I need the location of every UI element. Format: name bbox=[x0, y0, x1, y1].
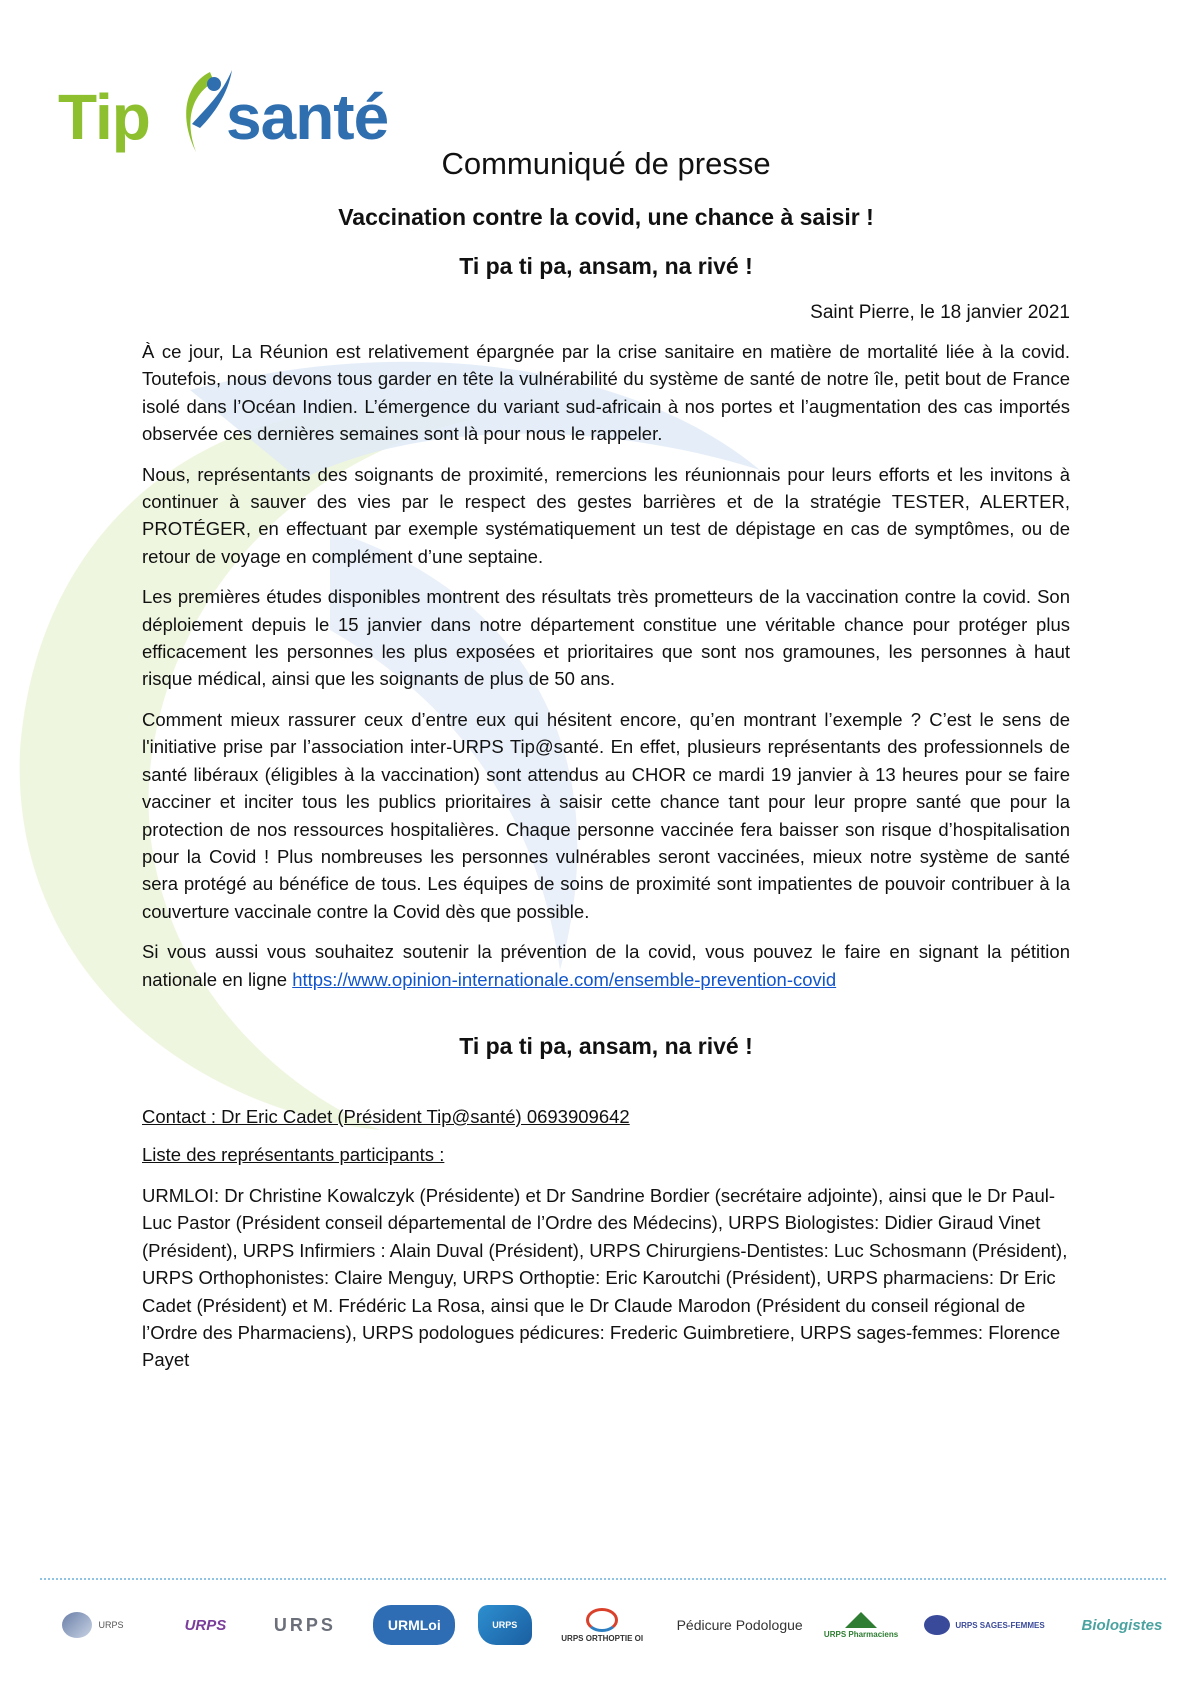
paragraph: À ce jour, La Réunion est relativement épargnée par la crise sanitaire en matière de mortalité liée à la covid. Toutefois, nous devons tous garder en tête la vulnérabilité du système de santé de notre île, petit bout de France isolé dans l’Océan Indien. L’émergence du variant sud-africain à nos portes et l’augmentation des cas importés observée ces dernières semaines sont là pour nous le rappeler. bbox=[142, 341, 1070, 445]
representatives-heading: Liste des représentants participants : bbox=[142, 1143, 445, 1165]
partner-logo-urmloi: URMLoi bbox=[373, 1605, 455, 1645]
headline: Vaccination contre la covid, une chance à saisir ! bbox=[338, 204, 874, 230]
partner-logo-urps-orthoptie: URPS ORTHOPTIE OI bbox=[554, 1605, 650, 1645]
partner-logo-pedicure-podologue: Pédicure Podologue bbox=[676, 1617, 803, 1633]
paragraph: Les premières études disponibles montrent des résultats très prometteurs de la vaccination contre la covid. Son déploiement depuis le 15 janvier dans notre département constitue une véritable chance pour protéger plus efficacement les personnes les plus exposées et prioritaires que sont nos gramounes, les personnes à haut risque médical, ainsi que les soignants de plus de 50 ans. bbox=[142, 586, 1070, 690]
logo-text-sante: santé bbox=[226, 81, 389, 153]
partner-logo-urps-3: URPS bbox=[273, 1614, 336, 1635]
partner-logo-urps-infirmiers: URPS bbox=[184, 1616, 227, 1634]
roof-icon bbox=[845, 1612, 877, 1628]
petition-link[interactable]: https://www.opinion-internationale.com/ensemble-prevention-covid bbox=[292, 968, 837, 990]
partner-logo-biologistes: Biologistes bbox=[1081, 1616, 1163, 1634]
paragraph: Comment mieux rassurer ceux d’entre eux qui hésitent encore, qu’en montrant l’exemple ? C’est le sens de l'initiative prise par l’association inter-URPS Tip@santé. En effet, plusieurs représentants des professionnels de santé libéraux (éligibles à la vaccination) sont attendus au CHOR ce mardi 19 janvier à 13 heures pour se faire vacciner et inciter tous les publics prioritaires à saisir cette chance tant pour leur propre santé que pour la protection de nos ressources hospitalières. Chaque personne vaccinée fera baisser son risque d’hospitalisation pour la Covid ! Plus nombreuses les personnes vulnérables seront vaccinées, mieux notre système de santé sera protégé au bénéfice de tous. Les équipes de soins de proximité sont impatientes de pouvoir contribuer à la couverture vaccinale contre la Covid dès que possible. bbox=[142, 708, 1070, 922]
partner-logo-urps-sages-femmes: URPS SAGES-FEMMES bbox=[922, 1605, 1048, 1645]
partner-logo-urps-5: URPS bbox=[478, 1605, 532, 1645]
slogan-top: Ti pa ti pa, ansam, na rivé ! bbox=[459, 253, 753, 279]
petition-paragraph bbox=[142, 938, 1070, 993]
press-release-body bbox=[142, 140, 1070, 1374]
paragraph: Nous, représentants des soignants de proximité, remercions les réunionnais pour leurs efforts et les invitons à continuer à sauver des vies par le respect des gestes barrières et de la stratégie TESTER, ALERTER, PROTÉGER, en effectuant par exemple systématiquement un test de dépistage en cas de symptômes, ou de retour de voyage en complément d’une septaine. bbox=[142, 463, 1070, 567]
eye-icon bbox=[586, 1608, 618, 1632]
petition-text: Si vous aussi vous souhaitez soutenir la prévention de la covid, vous pouvez le faire en signant la pétition nationale en ligne bbox=[142, 941, 1070, 990]
partner-emblem-icon bbox=[62, 1612, 92, 1638]
page-title: Communiqué de presse bbox=[441, 146, 771, 181]
date-line: Saint Pierre, le 18 janvier 2021 bbox=[810, 302, 1070, 323]
emblem-icon bbox=[924, 1615, 950, 1635]
slogan-bottom: Ti pa ti pa, ansam, na rivé ! bbox=[459, 1032, 753, 1059]
footer-divider bbox=[40, 1578, 1166, 1580]
representatives-list: URMLOI: Dr Christine Kowalczyk (Présidente) et Dr Sandrine Bordier (secrétaire adjointe), ainsi que le Dr Paul-Luc Pastor (Président conseil départemental de l’Ordre des Médecins), URPS Biologistes: Didier Giraud Vinet (Président), URPS Infirmiers : Alain Duval (Président), URPS Chirurgiens-Dentistes: Luc Schosmann (Président), URPS Orthophonistes: Claire Menguy, URPS Orthoptie: Eric Karoutchi (Président), URPS pharmaciens: Dr Eric Cadet (Président) et M. Frédéric La Rosa, ainsi que le Dr Claude Marodon (Président du conseil régional de l’Ordre des Pharmaciens), URPS podologues pédicures: Frederic Guimbretiere, URPS sages-femmes: Florence Payet bbox=[142, 1184, 1068, 1371]
partner-logos bbox=[34, 1600, 1174, 1650]
logo-text-tip: Tip bbox=[58, 81, 150, 153]
contact-line: Contact : Dr Eric Cadet (Président Tip@santé) 0693909642 bbox=[142, 1105, 630, 1127]
partner-logo-urps-pharmaciens: URPS Pharmaciens bbox=[823, 1605, 899, 1645]
partner-logo-urps-1: URPS bbox=[34, 1605, 152, 1645]
